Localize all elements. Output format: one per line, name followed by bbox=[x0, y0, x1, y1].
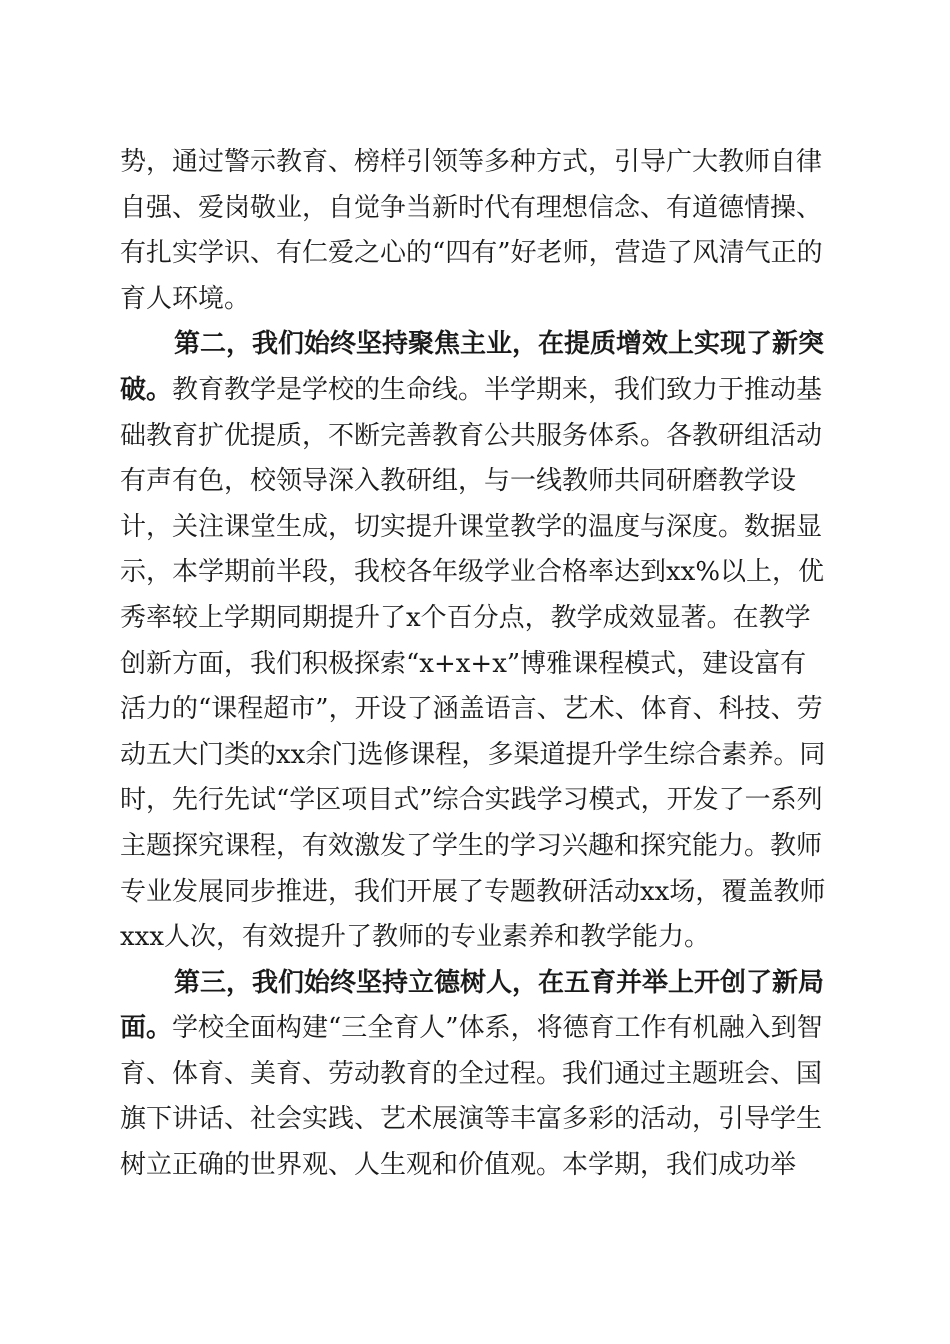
paragraph-lead: 第三，我们始终坚持立德树人，在五育并举上开创了新局面。 bbox=[120, 967, 825, 1044]
paragraph-text: 势，通过警示教育、榜样引领等多种方式，引导广大教师自律自强、爱岗敬业，自觉争当新时代有理想信念、有道德情操、有扎实学识、有仁爱之心的“四有”好老师，营造了风清气正的育人环境。 bbox=[120, 147, 823, 314]
paragraph-third-point bbox=[120, 961, 832, 1189]
paragraph-lead: 第二，我们始终坚持聚焦主业，在提质增效上实现了新突破。 bbox=[120, 329, 825, 405]
document-body bbox=[120, 140, 832, 1189]
paragraph-second-point bbox=[120, 322, 832, 960]
paragraph-continued bbox=[120, 140, 832, 322]
paragraph-text: 学校全面构建“三全育人”体系，将德育工作有机融入到智育、体育、美育、劳动教育的全过程。我们通过主题班会、国旗下讲话、社会实践、艺术展演等丰富多彩的活动，引导学生树立正确的世界观、人生观和价值观。本学期，我们成功举 bbox=[120, 1013, 823, 1181]
paragraph-text: 教育教学是学校的生命线。半学期来，我们致力于推动基础教育扩优提质，不断完善教育公共服务体系。各教研组活动有声有色，校领导深入教研组，与一线教师共同研磨教学设计，关注课堂生成，切实提升课堂教学的温度与深度。数据显示，本学期前半段，我校各年级学业合格率达到xx%以上，优秀率较上学期同期提升了x个百分点，教学成效显著。在教学创新方面，我们积极探索“x+x+x”博雅课程模式，建设富有活力的“课程超市”，开设了涵盖语言、艺术、体育、科技、劳动五大门类的xx余门选修课程，多渠道提升学生综合素养。同时，先行先试“学区项目式”综合实践学习模式，开发了一系列主题探究课程，有效激发了学生的学习兴趣和探究能力。教师专业发展同步推进，我们开展了专题教研活动xx场，覆盖教师xxx人次，有效提升了教师的专业素养和教学能力。 bbox=[120, 374, 826, 953]
